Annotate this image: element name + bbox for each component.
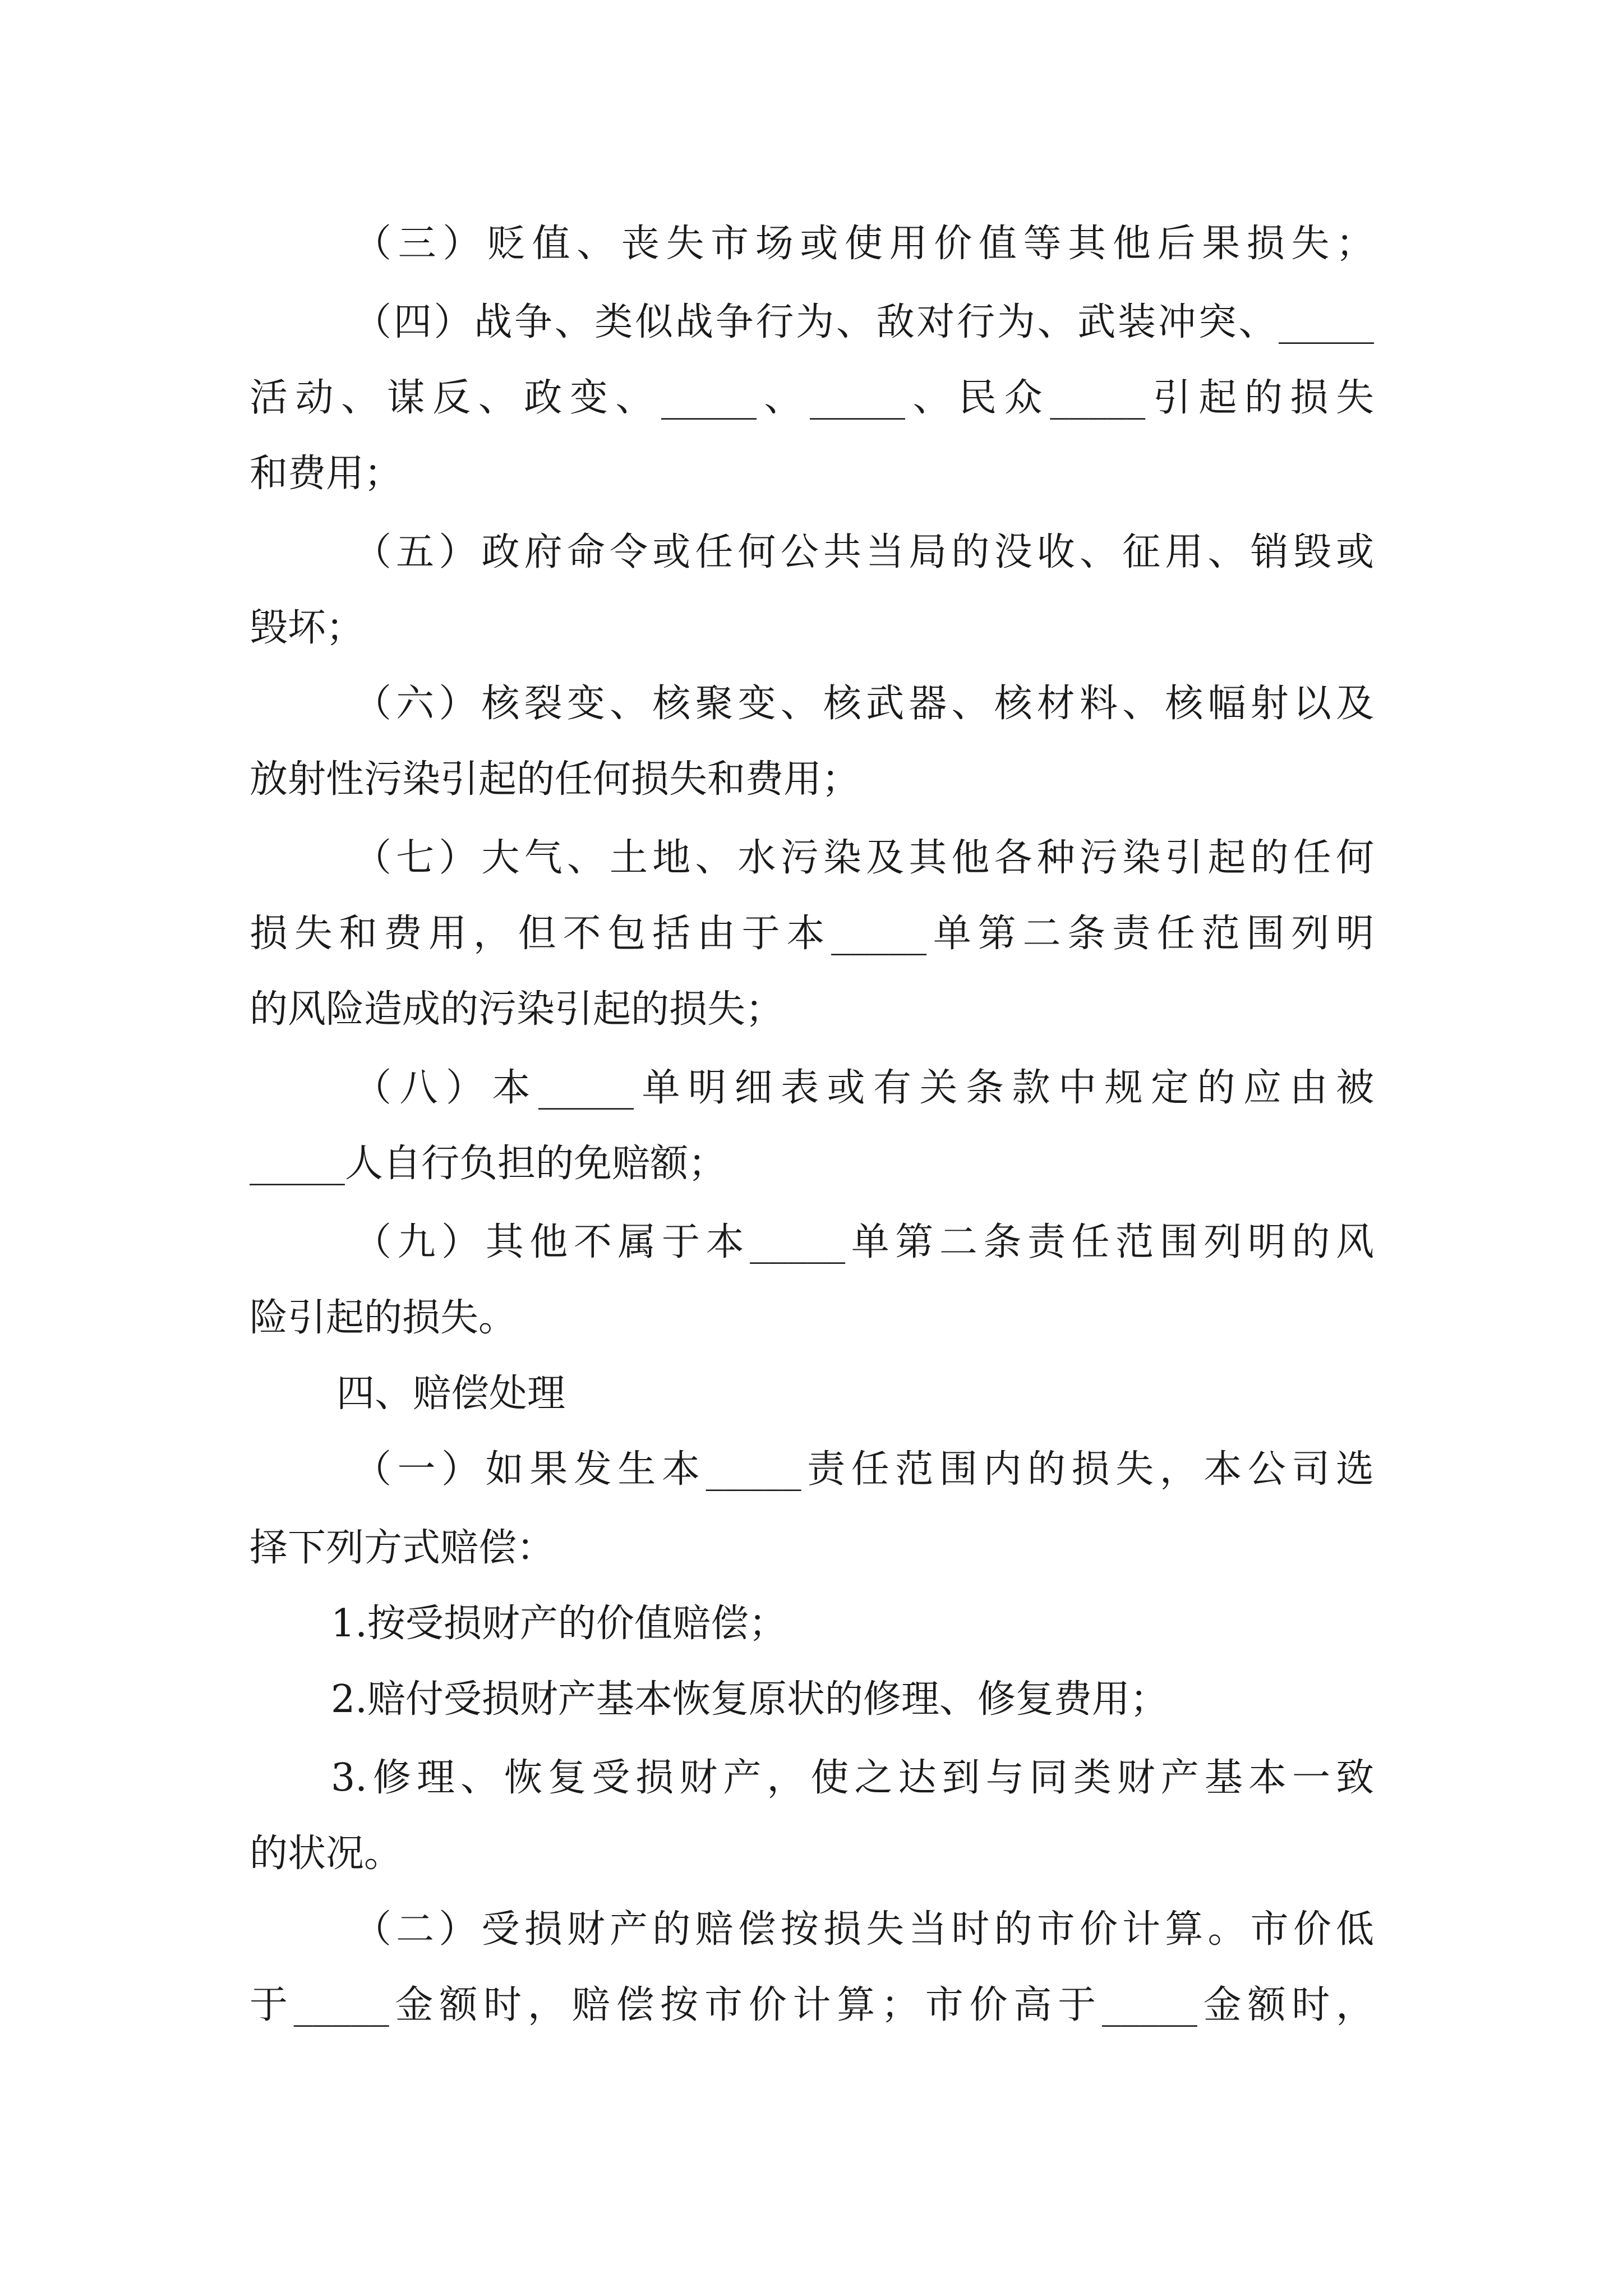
clause-7-line-3: 的风险造成的污染引起的损失； [250, 987, 784, 1032]
clause-5-line-1: （五）政府命令或任何公共当局的没收、征用、销毁或 [353, 530, 1374, 574]
clause-4-line-3: 和费用； [250, 452, 403, 496]
clause-8-line-1: （八）本_____单明细表或有关条款中规定的应由被 [353, 1066, 1374, 1110]
clause-4-line-2: 活动、谋反、政变、_____、_____、民众_____引起的损失 [250, 376, 1374, 420]
clause-3-line-1: （三）贬值、丧失市场或使用价值等其他后果损失； [353, 222, 1374, 266]
compensation-1-line-2: 择下列方式赔偿： [250, 1526, 555, 1570]
compensation-1-line-1: （一）如果发生本_____责任范围内的损失，本公司选 [353, 1447, 1374, 1492]
compensation-item-3-line-2: 的状况。 [250, 1832, 403, 1876]
compensation-item-3-line-1: 3.修理、恢复受损财产，使之达到与同类财产基本一致 [331, 1756, 1374, 1800]
clause-4-line-1: （四）战争、类似战争行为、敌对行为、武装冲突、_____ [353, 300, 1374, 344]
clause-9-line-1: （九）其他不属于本_____单第二条责任范围列明的风 [353, 1220, 1374, 1264]
clause-5-line-2: 毁坏； [250, 606, 365, 650]
clause-7-line-1: （七）大气、土地、水污染及其他各种污染引起的任何 [353, 836, 1374, 880]
compensation-2-line-1: （二）受损财产的赔偿按损失当时的市价计算。市价低 [353, 1907, 1374, 1952]
clause-6-line-2: 放射性污染引起的任何损失和费用； [250, 757, 860, 802]
compensation-item-1: 1.按受损财产的价值赔偿； [331, 1602, 787, 1646]
section-heading-compensation: 四、赔偿处理 [336, 1372, 566, 1416]
clause-6-line-1: （六）核裂变、核聚变、核武器、核材料、核幅射以及 [353, 682, 1374, 726]
compensation-item-2: 2.赔付受损财产基本恢复原状的修理、修复费用； [331, 1677, 1168, 1722]
clause-7-line-2: 损失和费用，但不包括由于本_____单第二条责任范围列明 [250, 912, 1374, 956]
clause-8-line-2: _____人自行负担的免赔额； [250, 1142, 727, 1186]
clause-9-line-2: 险引起的损失。 [250, 1296, 517, 1340]
compensation-2-line-2: 于_____金额时，赔偿按市价计算；市价高于_____金额时， [250, 1983, 1374, 2027]
